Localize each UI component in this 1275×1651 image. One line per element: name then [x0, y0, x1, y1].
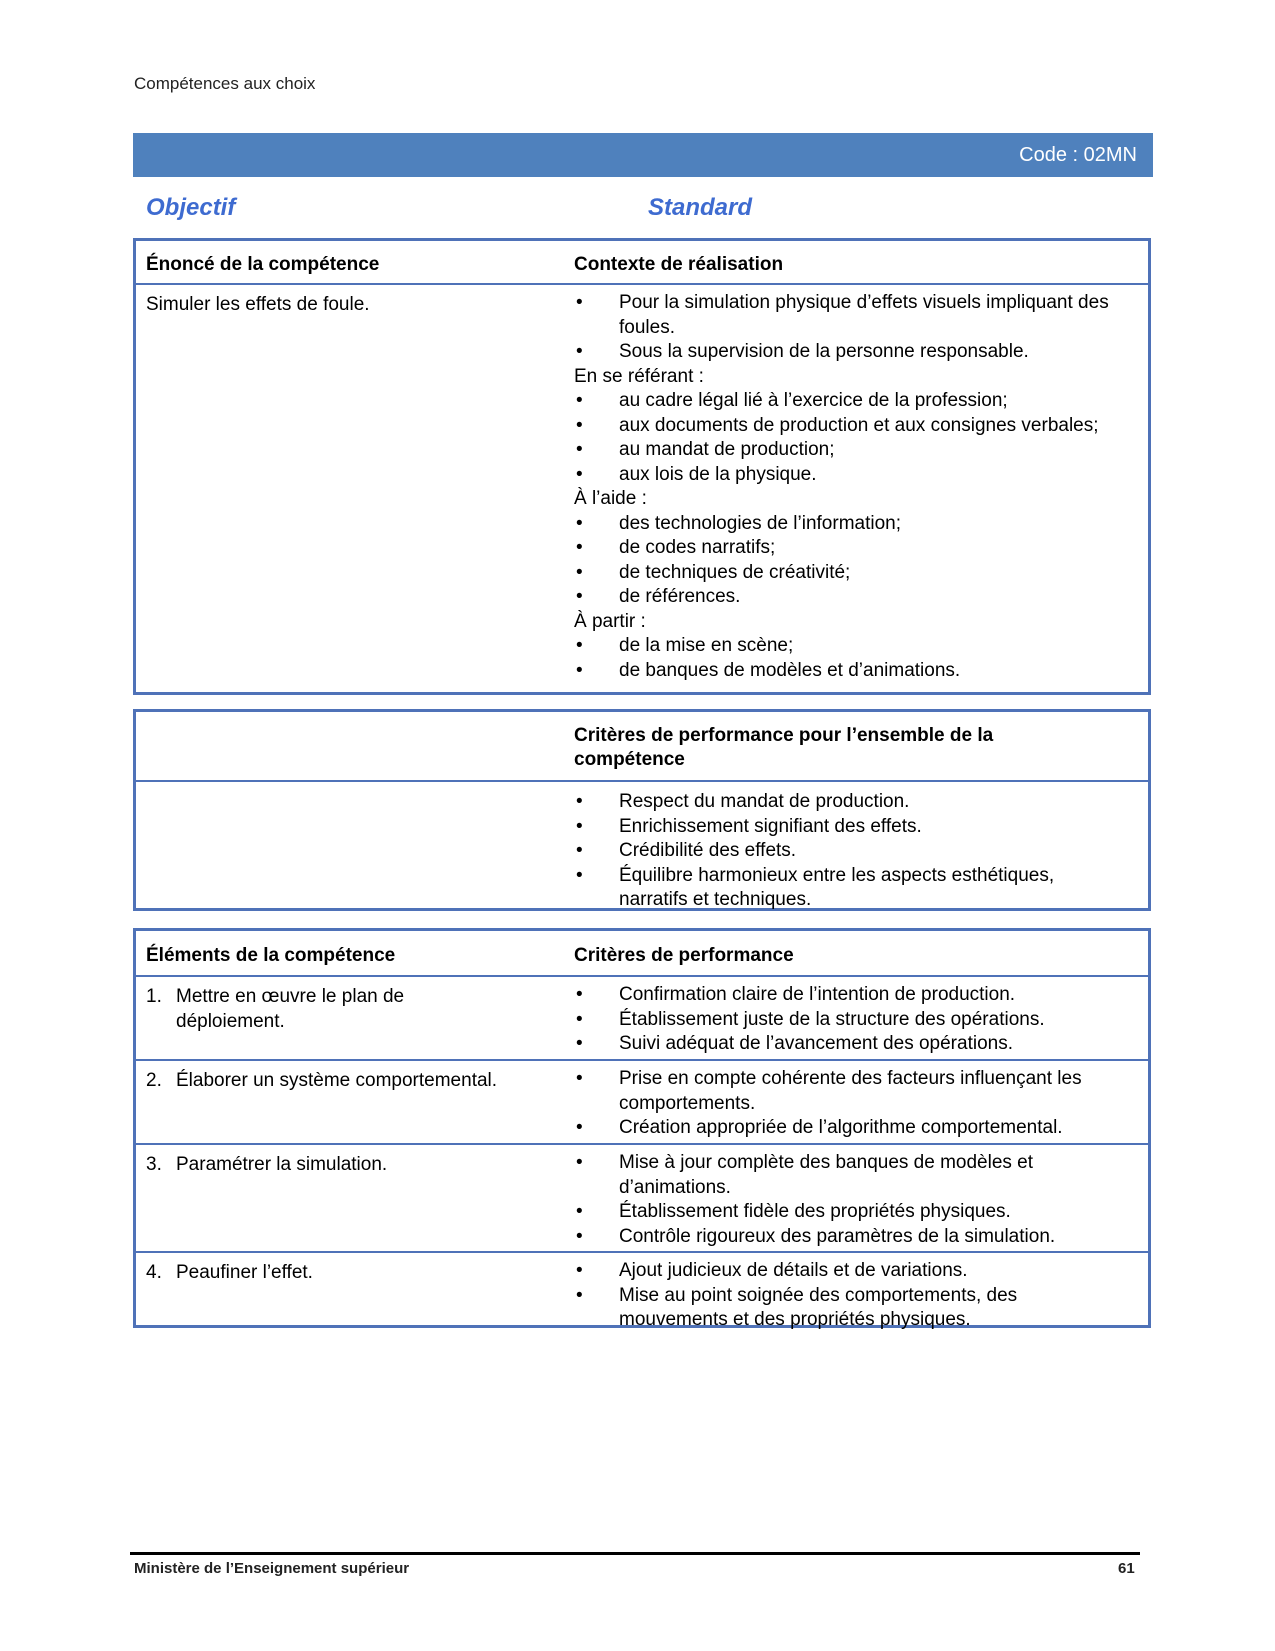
competency-table-body: [136, 285, 1148, 690]
contexte-heading: Contexte de réalisation: [574, 254, 784, 275]
bullet-icon: •: [576, 659, 583, 681]
element-row: [136, 1145, 1148, 1253]
bullet-icon: •: [576, 840, 583, 861]
bullet-icon: •: [576, 1033, 583, 1054]
bullet-icon: •: [576, 537, 583, 558]
list-item: • Création appropriée de l’algorithme comportemental.: [574, 1116, 1144, 1141]
criteria-list: [574, 1067, 1144, 1141]
footer-rule: [130, 1552, 1140, 1555]
bullet-icon: •: [576, 1260, 583, 1281]
bullet-icon: •: [576, 984, 583, 1005]
list-item: • Mise au point soignée des comportements, des mouvements et des propriétés physiques.: [576, 1284, 1018, 1330]
objectif-label: Objectif: [146, 194, 236, 221]
bullet-icon: •: [576, 1201, 583, 1222]
document-header-title: Compétences aux choix: [134, 74, 316, 93]
bullet-icon: •: [576, 864, 583, 886]
list-item: • Respect du mandat de production.: [574, 790, 1094, 815]
criteria-list: [574, 1151, 1074, 1249]
list-item: • de références.: [574, 585, 1144, 610]
list-item: • Ajout judicieux de détails et de variations.: [574, 1259, 1064, 1284]
list-item: • Suivi adéquat de l’avancement des opérations.: [574, 1032, 1144, 1057]
list-heading: À partir :: [574, 610, 646, 632]
bullet-icon: •: [576, 791, 583, 812]
list-heading: À l’aide :: [574, 488, 647, 509]
list-item: • Sous la supervision de la personne responsable.: [574, 340, 1144, 365]
list-item: • Contrôle rigoureux des paramètres de la simulation.: [574, 1225, 1074, 1250]
page-number: 61: [1118, 1560, 1135, 1577]
list-item: • au mandat de production;: [574, 438, 1144, 463]
enonce-text: Simuler les effets de foule.: [146, 294, 370, 315]
criteria-list: [574, 1259, 1064, 1333]
contexte-list: [574, 291, 1144, 683]
bullet-icon: •: [576, 292, 583, 313]
bullet-icon: •: [576, 561, 583, 583]
global-criteria-heading: Critères de performance pour l’ensemble de la compétence: [574, 725, 994, 770]
bullet-icon: •: [576, 414, 583, 436]
list-item: • de techniques de créativité;: [574, 561, 1144, 586]
bullet-icon: •: [576, 1284, 583, 1306]
bullet-icon: •: [576, 341, 583, 362]
bullet-icon: •: [576, 439, 583, 460]
global-criteria-header: [136, 712, 1148, 782]
element-row: [136, 1253, 1148, 1333]
competency-table: [133, 238, 1151, 695]
global-criteria-body: [136, 782, 1148, 910]
elements-table-header: [136, 931, 1148, 977]
bullet-icon: •: [576, 635, 583, 656]
bullet-icon: •: [576, 1117, 583, 1138]
list-item: • Enrichissement signifiant des effets.: [574, 815, 1094, 840]
bullet-icon: •: [576, 1225, 583, 1247]
bullet-icon: •: [576, 1008, 583, 1030]
list-item: • Établissement fidèle des propriétés physiques.: [574, 1200, 1074, 1225]
list-item: • Établissement juste de la structure des opérations.: [574, 1008, 1144, 1033]
list-item: • Confirmation claire de l’intention de production.: [574, 983, 1144, 1008]
list-heading: En se référant :: [574, 365, 704, 387]
code-banner: [133, 133, 1153, 177]
bullet-icon: •: [576, 815, 583, 837]
global-criteria-list: [574, 790, 1094, 913]
competency-table-header: [136, 241, 1148, 285]
bullet-icon: •: [576, 463, 583, 485]
element-row: [136, 977, 1148, 1061]
list-item: • aux documents de production et aux consignes verbales;: [574, 414, 1144, 439]
list-item: • de banques de modèles et d’animations.: [574, 659, 1144, 684]
bullet-icon: •: [576, 1068, 583, 1089]
bullet-icon: •: [576, 390, 583, 411]
global-criteria-table: [133, 709, 1151, 911]
element-label: 4. Peaufiner l’effet.: [146, 1262, 313, 1283]
element-label: 3. Paramétrer la simulation.: [146, 1154, 388, 1175]
list-item: • de la mise en scène;: [574, 634, 1144, 659]
elements-heading: Éléments de la compétence: [146, 945, 396, 966]
bullet-icon: •: [576, 1152, 583, 1173]
list-item: • Pour la simulation physique d’effets visuels impliquant des foules.: [576, 292, 1109, 338]
criteria-heading: Critères de performance: [574, 945, 794, 966]
element-row: [136, 1061, 1148, 1145]
list-item: • Mise à jour complète des banques de modèles et d’animations.: [576, 1152, 1034, 1198]
criteria-list: [574, 983, 1144, 1057]
list-item: • Équilibre harmonieux entre les aspects esthétiques, narratifs et techniques.: [576, 864, 1055, 910]
list-item: • Prise en compte cohérente des facteurs influençant les comportements.: [576, 1068, 1082, 1114]
elements-table: [133, 928, 1151, 1328]
list-item: • des technologies de l’information;: [574, 512, 1144, 537]
enonce-heading: Énoncé de la compétence: [146, 254, 380, 275]
list-item: • Crédibilité des effets.: [574, 839, 1094, 864]
bullet-icon: •: [576, 512, 583, 534]
bullet-icon: •: [576, 586, 583, 607]
element-label: 2. Élaborer un système comportemental.: [146, 1070, 498, 1091]
footer-ministry: Ministère de l’Enseignement supérieur: [134, 1560, 410, 1577]
list-item: • aux lois de la physique.: [574, 463, 1144, 488]
standard-label: Standard: [648, 194, 753, 221]
list-item: • au cadre légal lié à l’exercice de la profession;: [574, 389, 1144, 414]
competency-code: Code : 02MN: [1019, 144, 1137, 166]
list-item: • de codes narratifs;: [574, 536, 1144, 561]
element-label: 1. Mettre en œuvre le plan de déploiement.: [146, 986, 405, 1032]
